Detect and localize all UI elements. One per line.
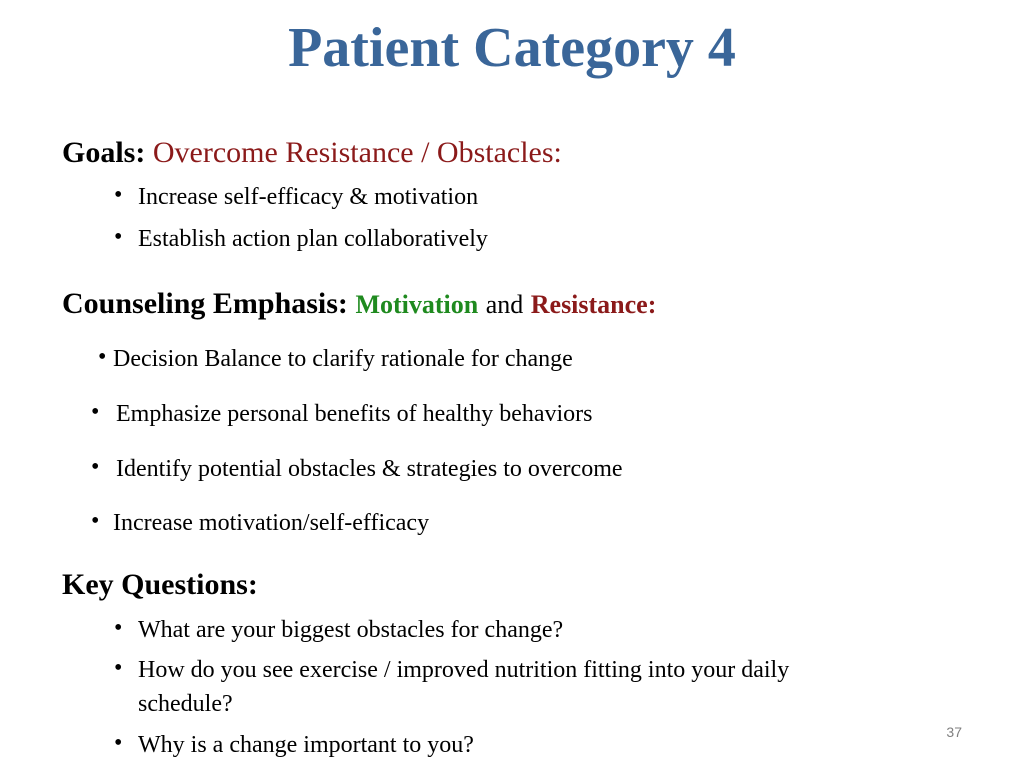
counseling-bullet-4-text: Increase motivation/self-efficacy [113,510,430,536]
bullet-dot: • [114,224,123,250]
goals-heading [62,135,562,171]
key-question-1-text: What are your biggest obstacles for change? [138,617,564,643]
bullet-dot: • [114,615,123,641]
goals-bullet-1-text: Increase self-efficacy & motivation [138,184,479,210]
key-question-2-text-line2: schedule? [138,691,233,717]
counseling-bullet-3-text: Identify potential obstacles & strategies to overcome [116,456,623,482]
key-questions-heading [62,567,258,603]
bullet-dot: • [91,508,100,534]
resistance-text: Resistance: [530,290,657,319]
bullet-dot: • [114,655,123,681]
key-question-3-text: Why is a change important to you? [138,732,474,758]
bullet-dot: • [114,730,123,756]
slide-title: Patient Category 4 [288,17,736,79]
bullet-dot: • [114,182,123,208]
goals-subtitle: Overcome Resistance / Obstacles: [152,136,562,169]
counseling-label: Counseling Emphasis: [62,287,348,320]
bullet-dot: • [98,344,107,370]
page-number: 37 [946,724,962,740]
counseling-bullet-2-text: Emphasize personal benefits of healthy behaviors [116,401,593,427]
counseling-heading [62,286,656,323]
key-question-2-text-line1: How do you see exercise / improved nutrition fitting into your daily [138,657,790,683]
key-questions-label: Key Questions: [62,568,258,601]
and-text: and [485,290,524,319]
counseling-bullet-1-text: Decision Balance to clarify rationale for change [113,346,573,372]
goals-label: Goals: [62,136,146,169]
goals-bullet-2-text: Establish action plan collaboratively [138,226,488,252]
bullet-dot: • [91,454,100,480]
bullet-dot: • [91,399,100,425]
motivation-text: Motivation [355,290,479,319]
